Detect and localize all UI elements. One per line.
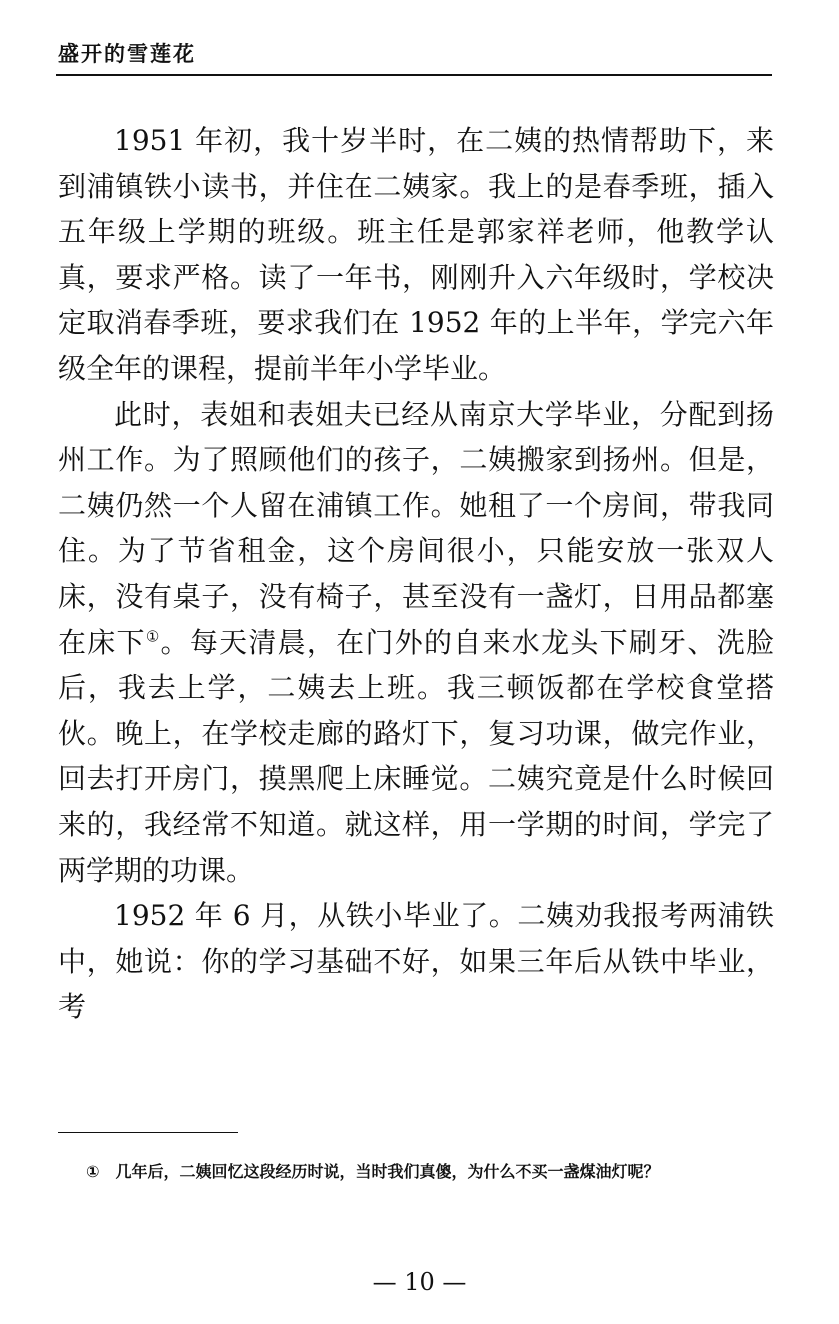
paragraph-2-text-before-note: 此时，表姐和表姐夫已经从南京大学毕业，分配到扬州工作。为了照顾他们的孩子，二姨搬家到扬州。但是，二姨仍然一个人留在浦镇工作。她租了一个房间，带我同住。为了节省租金，这个房间很小，只能安放一张双人床，没有桌子，没有椅子，甚至没有一盏灯，日用品都塞在床下 — [58, 397, 774, 659]
header-rule — [56, 74, 772, 76]
footnote-mark: ① — [86, 1162, 100, 1181]
footnote-reference: ① — [145, 627, 161, 646]
paragraph-2 — [58, 392, 774, 894]
paragraph-3 — [58, 893, 774, 1030]
page-number: — 10 — — [372, 1268, 467, 1296]
running-head: 盛开的雪莲花 — [58, 42, 196, 66]
paragraph-2-text-after-note: 。每天清晨，在门外的自来水龙头下刷牙、洗脸后，我去上学，二姨去上班。我三顿饭都在学校食堂搭伙。晚上，在学校走廊的路灯下，复习功课，做完作业，回去打开房门，摸黑爬上床睡觉。二姨究竟是什么时候回来的，我经常不知道。就这样，用一学期的时间，学完了两学期的功课。 — [58, 625, 774, 887]
paragraph-1-text: 1951 年初，我十岁半时，在二姨的热情帮助下，来到浦镇铁小读书，并住在二姨家。我上的是春季班，插入五年级上学期的班级。班主任是郭家祥老师，他教学认真，要求严格。读了一年书，刚刚升入六年级时，学校决定取消春季班，要求我们在 1952 年的上半年，学完六年级全年的课程，提前半年小学毕业。 — [58, 124, 774, 385]
body-text — [58, 118, 774, 1030]
footnote-text: 几年后，二姨回忆这段经历时说，当时我们真傻，为什么不买一盏煤油灯呢？ — [115, 1162, 660, 1181]
footnote-rule — [58, 1132, 238, 1133]
paragraph-1 — [58, 118, 774, 392]
paragraph-3-text: 1952 年 6 月，从铁小毕业了。二姨劝我报考两浦铁中，她说：你的学习基础不好，如果三年后从铁中毕业，考 — [58, 899, 774, 1024]
footnote — [58, 1158, 774, 1185]
